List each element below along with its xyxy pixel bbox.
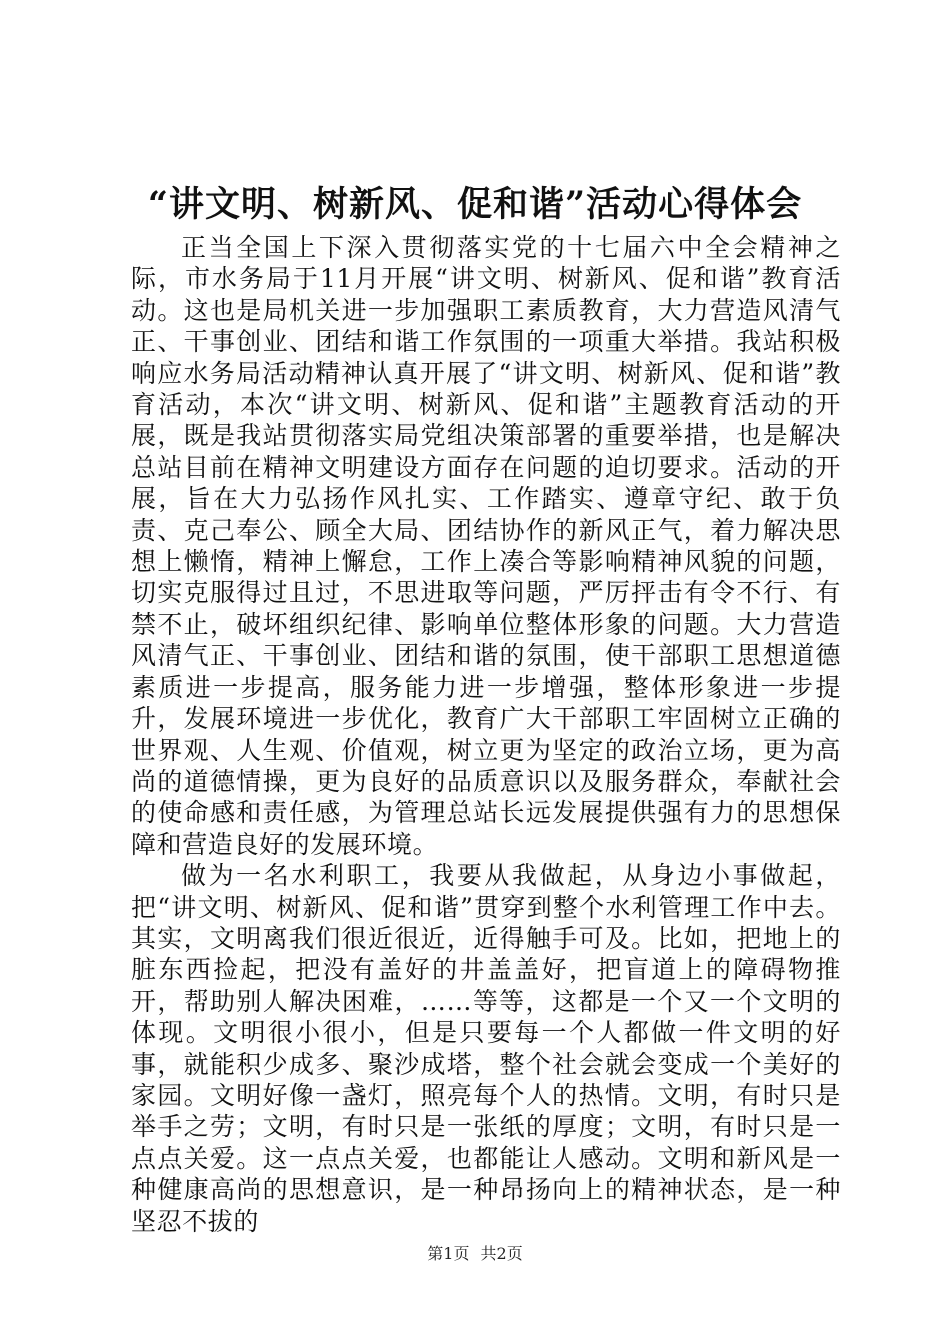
page-footer — [0, 1243, 950, 1265]
document-body — [131, 232, 841, 1237]
page-number-current: 第1页 — [427, 1244, 470, 1263]
page-number-total: 共2页 — [480, 1244, 523, 1263]
document-title: “讲文明、树新风、促和谐”活动心得体会 — [147, 184, 803, 225]
paragraph-2: 做为一名水利职工，我要从我做起，从身边小事做起，把“讲文明、树新风、促和谐”贯穿到整个水利管理工作中去。其实，文明离我们很近很近，近得触手可及。比如，把地上的脏东西捡起，把没有盖好的井盖盖好，把盲道上的障碍物推开，帮助别人解决困难，……等等，这都是一个又一个文明的体现。文明很小很小，但是只要每一个人都做一件文明的好事，就能积少成多、聚沙成塔，整个社会就会变成一个美好的家园。文明好像一盏灯，照亮每个人的热情。文明，有时只是举手之劳；文明，有时只是一张纸的厚度；文明，有时只是一点点关爱。这一点点关爱，也都能让人感动。文明和新风是一种健康高尚的思想意识，是一种昂扬向上的精神状态，是一种坚忍不拔的 — [131, 861, 841, 1236]
paragraph-1: 正当全国上下深入贯彻落实党的十七届六中全会精神之际，市水务局于11月开展“讲文明、树新风、促和谐”教育活动。这也是局机关进一步加强职工素质教育，大力营造风清气正、干事创业、团结和谐工作氛围的一项重大举措。我站积极响应水务局活动精神认真开展了“讲文明、树新风、促和谐”教育活动，本次“讲文明、树新风、促和谐”主题教育活动的开展，既是我站贯彻落实局党组决策部署的重要举措，也是解决总站目前在精神文明建设方面存在问题的迫切要求。活动的开展，旨在大力弘扬作风扎实、工作踏实、遵章守纪、敢于负责、克己奉公、顾全大局、团结协作的新风正气，着力解决思想上懒惰，精神上懈怠，工作上凑合等影响精神风貌的问题，切实克服得过且过，不思进取等问题，严厉抨击有令不行、有禁不止，破坏组织纪律、影响单位整体形象的问题。大力营造风清气正、干事创业、团结和谐的氛围，使干部职工思想道德素质进一步提高，服务能力进一步增强，整体形象进一步提升，发展环境进一步优化，教育广大干部职工牢固树立正确的世界观、人生观、价值观，树立更为坚定的政治立场，更为高尚的道德情操，更为良好的品质意识以及服务群众，奉献社会的使命感和责任感，为管理总站长远发展提供强有力的思想保障和营造良好的发展环境。 — [131, 233, 841, 859]
